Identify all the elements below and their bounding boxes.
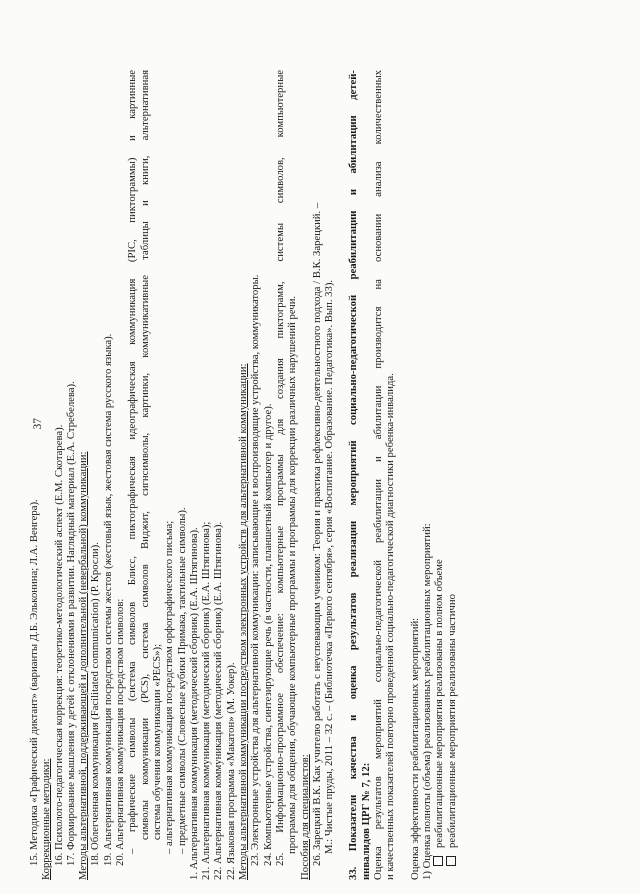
text-line: 18. Облегченная коммуникация (Facilitated communication) (Р. Кросли). [89, 542, 102, 866]
text-line: Оценка результатов мероприятий социально-педагогической реабилитации и абилитации производится на основании анализа количественных [372, 70, 385, 880]
text-line: 33. Показатели качества и оценка результатов реализации мероприятий социально-педагогической реабилитации и абилитации детей- [347, 70, 360, 880]
checkbox-label: реабилитационные мероприятия реализованы частично [445, 594, 458, 848]
text-line: Пособия для специалистов: [298, 754, 311, 880]
text-line [446, 70, 458, 880]
text-line: Методы альтернативной коммуникации посредством электронных устройств для альтернативной коммуникации: [237, 363, 250, 880]
text-line: система обучения коммуникации «PECS»); [150, 643, 163, 840]
text-line: 15. Методика «Графический диктант» (варианты Д.Б. Эльконина; Л.А. Венгера). [28, 499, 40, 866]
checkbox-icon [433, 856, 443, 866]
text-line: 25. Информационно-программное обеспечение: компьютерные программы для создания пиктограмм, системы символов, компьютерные [273, 70, 286, 866]
text-line: Методы альтернативной, поддерживающей и дополнительной (невербальной) коммуникации: [77, 451, 90, 880]
text-line [433, 70, 445, 880]
text-line: и качественных показателей повторно проведенной социально-педагогической диагностики ребенка-инвалида. [384, 373, 397, 880]
text-line: 22. Альтернативная коммуникация (методический сборник) (Е.А. Штягинова). [212, 521, 225, 880]
spacer [397, 70, 409, 880]
text-line: 16. Психолого-педагогическая коррекция: теоретико-методологический аспект (Е.М. Скотарева). [52, 424, 65, 866]
text-line: инвалидов ЦРГ № 7, 12: [359, 762, 372, 880]
text-line: Коррекционные методики: [40, 758, 53, 880]
page-number: 37 [32, 418, 44, 430]
checkbox-label: реабилитационные мероприятия реализованы в полном объеме [433, 559, 446, 848]
text-line: 24. Компьютерные устройства, синтезирующие речь (в частности, планшетный компьютер и другое). [261, 403, 274, 866]
text-line: 17. Формирование мышления у детей с отклонениями в развитии. Наглядный материал (Е.А. Стребелева). [64, 381, 77, 866]
text-line: – альтернативная коммуникация посредством орфографического письма; [163, 520, 176, 854]
text-line: 1) Оценка полноты (объема) реализованных реабилитационных мероприятий: [420, 523, 433, 880]
text-line: 26. Зарецкий В.К. Как учителю работать с неуспевающим учеником: Теория и практика рефлексивно-деятельностного подхода / В.К. Зарецкий. – [310, 202, 323, 866]
text-line: 19. Альтернативная коммуникация посредством системы жестов (жестовый язык, жестовая система русского языка). [101, 333, 114, 866]
text-line: 22. Языковая программа «Макатон» (М. Уокер). [224, 662, 237, 880]
text-line: Оценка эффективности реабилитационных мероприятий: [408, 617, 421, 880]
text-line: – графические символы (система символов Блисс, пиктографическая идеографическая коммуникация (PIC, пиктограммы) и картинные [126, 70, 139, 854]
checkbox-icon [446, 856, 456, 866]
text-line: 21. Альтернативная коммуникация (методический сборник) (Е.А. Штягинова); [200, 521, 213, 880]
text-line: символы коммуникации (PCS), система символов Виджит, сигнсимволы, картинки, коммуникативные таблицы и книги, альтернативная [138, 70, 151, 840]
text-line: 1. Альтернативная коммуникация (методический сборник) (Е.А. Штягинова). [187, 527, 200, 880]
document-body [28, 70, 458, 880]
spacer [335, 70, 347, 880]
text-line: М.: Чистые пруды, 2011 – 32 с. – (Библиотечка «Первого сентября», серия «Воспитание. Образование. Педагогика». Вып. 33). [323, 279, 336, 854]
text-line: программы для общения, обучающие компьютерные программы и программы для коррекции различных нарушений речи. [286, 295, 299, 854]
text-line: – предметные символы (Словесные кубики Примака, тактильные символы). [175, 507, 188, 854]
text-line: 23. Электронные устройства для альтернативной коммуникации: записывающие и воспроизводящие устройства, коммуникаторы. [249, 274, 262, 866]
text-line: 20. Альтернативная коммуникация посредством символов: [114, 598, 127, 866]
